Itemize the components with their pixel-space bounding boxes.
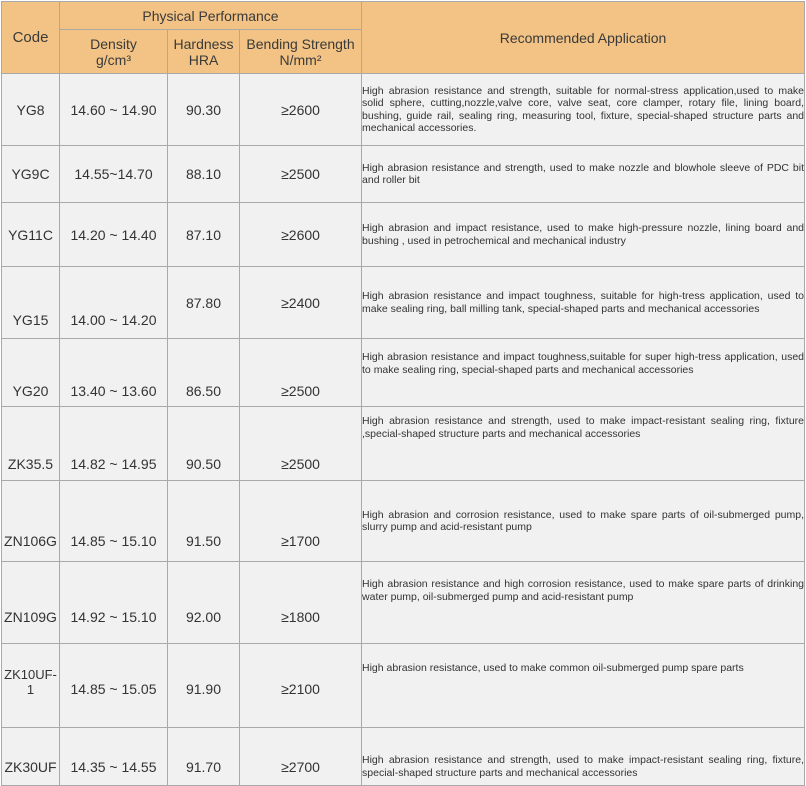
code-cell: YG20 (2, 339, 60, 407)
material-spec-table (1, 1, 805, 786)
table-row (2, 728, 805, 786)
density-cell: 14.60 ~ 14.90 (60, 74, 168, 146)
code-cell: ZK10UF-1 (2, 644, 60, 728)
application-cell: High abrasion resistance and strength, suitable for normal-stress application,used to make solid sphere, cutting,nozzle,valve core, valve seat, core clamper, rotary file, lining board, bushing, guide rail, sealing ring, measuring tool, fixture, special-shaped structure parts and mechanical accessories. (362, 74, 805, 146)
bending-cell: ≥2500 (240, 146, 362, 203)
application-cell: High abrasion resistance and strength, used to make nozzle and blowhole sleeve of PDC bit and roller bit (362, 146, 805, 203)
table-row (2, 146, 805, 203)
hardness-cell: 90.30 (168, 74, 240, 146)
hardness-cell: 92.00 (168, 562, 240, 644)
application-cell: High abrasion and corrosion resistance, used to make spare parts of oil-submerged pump, slurry pump and acid-resistant pump (362, 481, 805, 562)
code-cell: YG9C (2, 146, 60, 203)
bending-unit: N/mm² (279, 51, 322, 68)
density-cell: 14.92 ~ 15.10 (60, 562, 168, 644)
density-cell: 13.40 ~ 13.60 (60, 339, 168, 407)
hardness-cell: 86.50 (168, 339, 240, 407)
application-cell: High abrasion resistance and impact toughness,suitable for super high-tress application, used to make sealing ring, special-shaped parts and mechanical accessories (362, 339, 805, 407)
density-cell: 14.82 ~ 14.95 (60, 407, 168, 481)
table-row (2, 267, 805, 339)
hardness-cell: 91.50 (168, 481, 240, 562)
table-row (2, 203, 805, 267)
bending-strength-header (240, 30, 362, 74)
table-row (2, 644, 805, 728)
density-cell: 14.20 ~ 14.40 (60, 203, 168, 267)
hardness-cell: 91.70 (168, 728, 240, 786)
table-row (2, 74, 805, 146)
hardness-cell: 91.90 (168, 644, 240, 728)
code-cell: YG8 (2, 74, 60, 146)
code-cell: ZN109G (2, 562, 60, 644)
hardness-cell: 90.50 (168, 407, 240, 481)
bending-cell: ≥2600 (240, 74, 362, 146)
density-cell: 14.55~14.70 (60, 146, 168, 203)
hardness-unit: HRA (188, 51, 219, 68)
code-header: Code (2, 2, 60, 74)
hardness-label: Hardness (173, 35, 234, 52)
code-cell: YG11C (2, 203, 60, 267)
table-row (2, 481, 805, 562)
density-cell: 14.35 ~ 14.55 (60, 728, 168, 786)
code-cell: ZK35.5 (2, 407, 60, 481)
physical-performance-header: Physical Performance (60, 2, 362, 30)
recommended-application-header: Recommended Application (362, 2, 805, 74)
application-cell: High abrasion resistance and strength, used to make impact-resistant sealing ring, fixture, special-shaped structure parts and mechanical accessories (362, 728, 805, 786)
table-body (2, 74, 805, 786)
application-cell: High abrasion resistance, used to make common oil-submerged pump spare parts (362, 644, 805, 728)
hardness-cell: 88.10 (168, 146, 240, 203)
code-cell: ZK30UF (2, 728, 60, 786)
table-row (2, 562, 805, 644)
bending-cell: ≥2500 (240, 407, 362, 481)
application-cell: High abrasion and impact resistance, used to make high-pressure nozzle, lining board and bushing , used in petrochemical and mechanical industry (362, 203, 805, 267)
hardness-cell: 87.80 (168, 267, 240, 339)
bending-label: Bending Strength (246, 35, 355, 52)
density-cell: 14.85 ~ 15.05 (60, 644, 168, 728)
application-cell: High abrasion resistance and strength, used to make impact-resistant sealing ring, fixture ,special-shaped structure parts and mechanical accessories (362, 407, 805, 481)
application-cell: High abrasion resistance and impact toughness, suitable for high-tress application, used to make sealing ring, ball milling tank, special-shaped parts and mechanical accessories (362, 267, 805, 339)
density-cell: 14.85 ~ 15.10 (60, 481, 168, 562)
bending-cell: ≥1800 (240, 562, 362, 644)
bending-cell: ≥1700 (240, 481, 362, 562)
bending-cell: ≥2600 (240, 203, 362, 267)
bending-cell: ≥2400 (240, 267, 362, 339)
density-label: Density (90, 35, 137, 52)
table-header (2, 2, 805, 74)
density-unit: g/cm³ (96, 51, 131, 68)
density-cell: 14.00 ~ 14.20 (60, 267, 168, 339)
bending-cell: ≥2700 (240, 728, 362, 786)
hardness-header (168, 30, 240, 74)
bending-cell: ≥2500 (240, 339, 362, 407)
table-row (2, 339, 805, 407)
application-cell: High abrasion resistance and high corrosion resistance, used to make spare parts of drinking water pump, oil-submerged pump and acid-resistant pump (362, 562, 805, 644)
table-row (2, 407, 805, 481)
code-cell: ZN106G (2, 481, 60, 562)
hardness-cell: 87.10 (168, 203, 240, 267)
bending-cell: ≥2100 (240, 644, 362, 728)
code-cell: YG15 (2, 267, 60, 339)
density-header (60, 30, 168, 74)
